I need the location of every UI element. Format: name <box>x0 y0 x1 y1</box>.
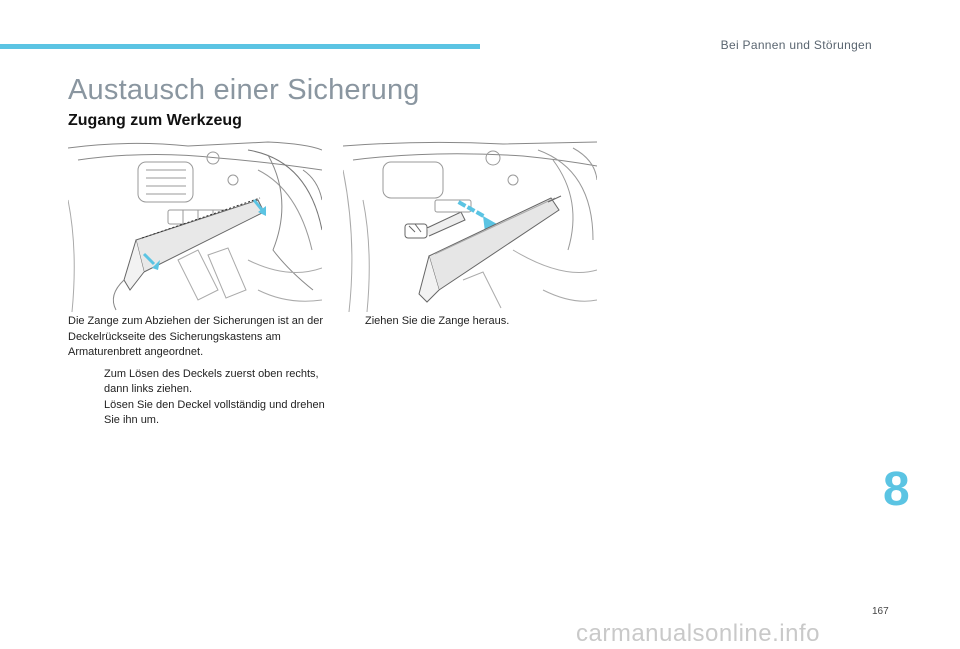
right-text-column <box>343 314 603 330</box>
header-accent-bar <box>0 44 480 49</box>
page-title: Austausch einer Sicherung <box>68 74 420 106</box>
page-number: 167 <box>872 606 889 617</box>
intro-paragraph: Die Zange zum Abziehen der Sicherungen ist an der Deckelrückseite des Sicherungskastens am Armaturenbrett angeordnet. <box>68 315 323 358</box>
left-text-column <box>68 314 330 429</box>
fuse-puller-removal-illustration <box>343 140 597 312</box>
chapter-title: Bei Pannen und Störungen <box>720 38 872 52</box>
dashboard-fuse-cover-illustration <box>68 140 322 312</box>
instruction-text: Ziehen Sie die Zange heraus. <box>365 315 510 327</box>
instruction-bullet <box>68 398 330 429</box>
watermark: carmanualsonline.info <box>576 620 820 647</box>
chapter-number-tab: 8 <box>883 463 910 516</box>
instruction-bullet <box>343 314 603 330</box>
instruction-bullet <box>68 367 330 398</box>
instruction-text: Zum Lösen des Deckels zuerst oben rechts, dann links ziehen. <box>104 367 319 395</box>
instruction-text: Lösen Sie den Deckel vollständig und drehen Sie ihn um. <box>104 398 325 426</box>
section-subtitle: Zugang zum Werkzeug <box>68 112 242 129</box>
